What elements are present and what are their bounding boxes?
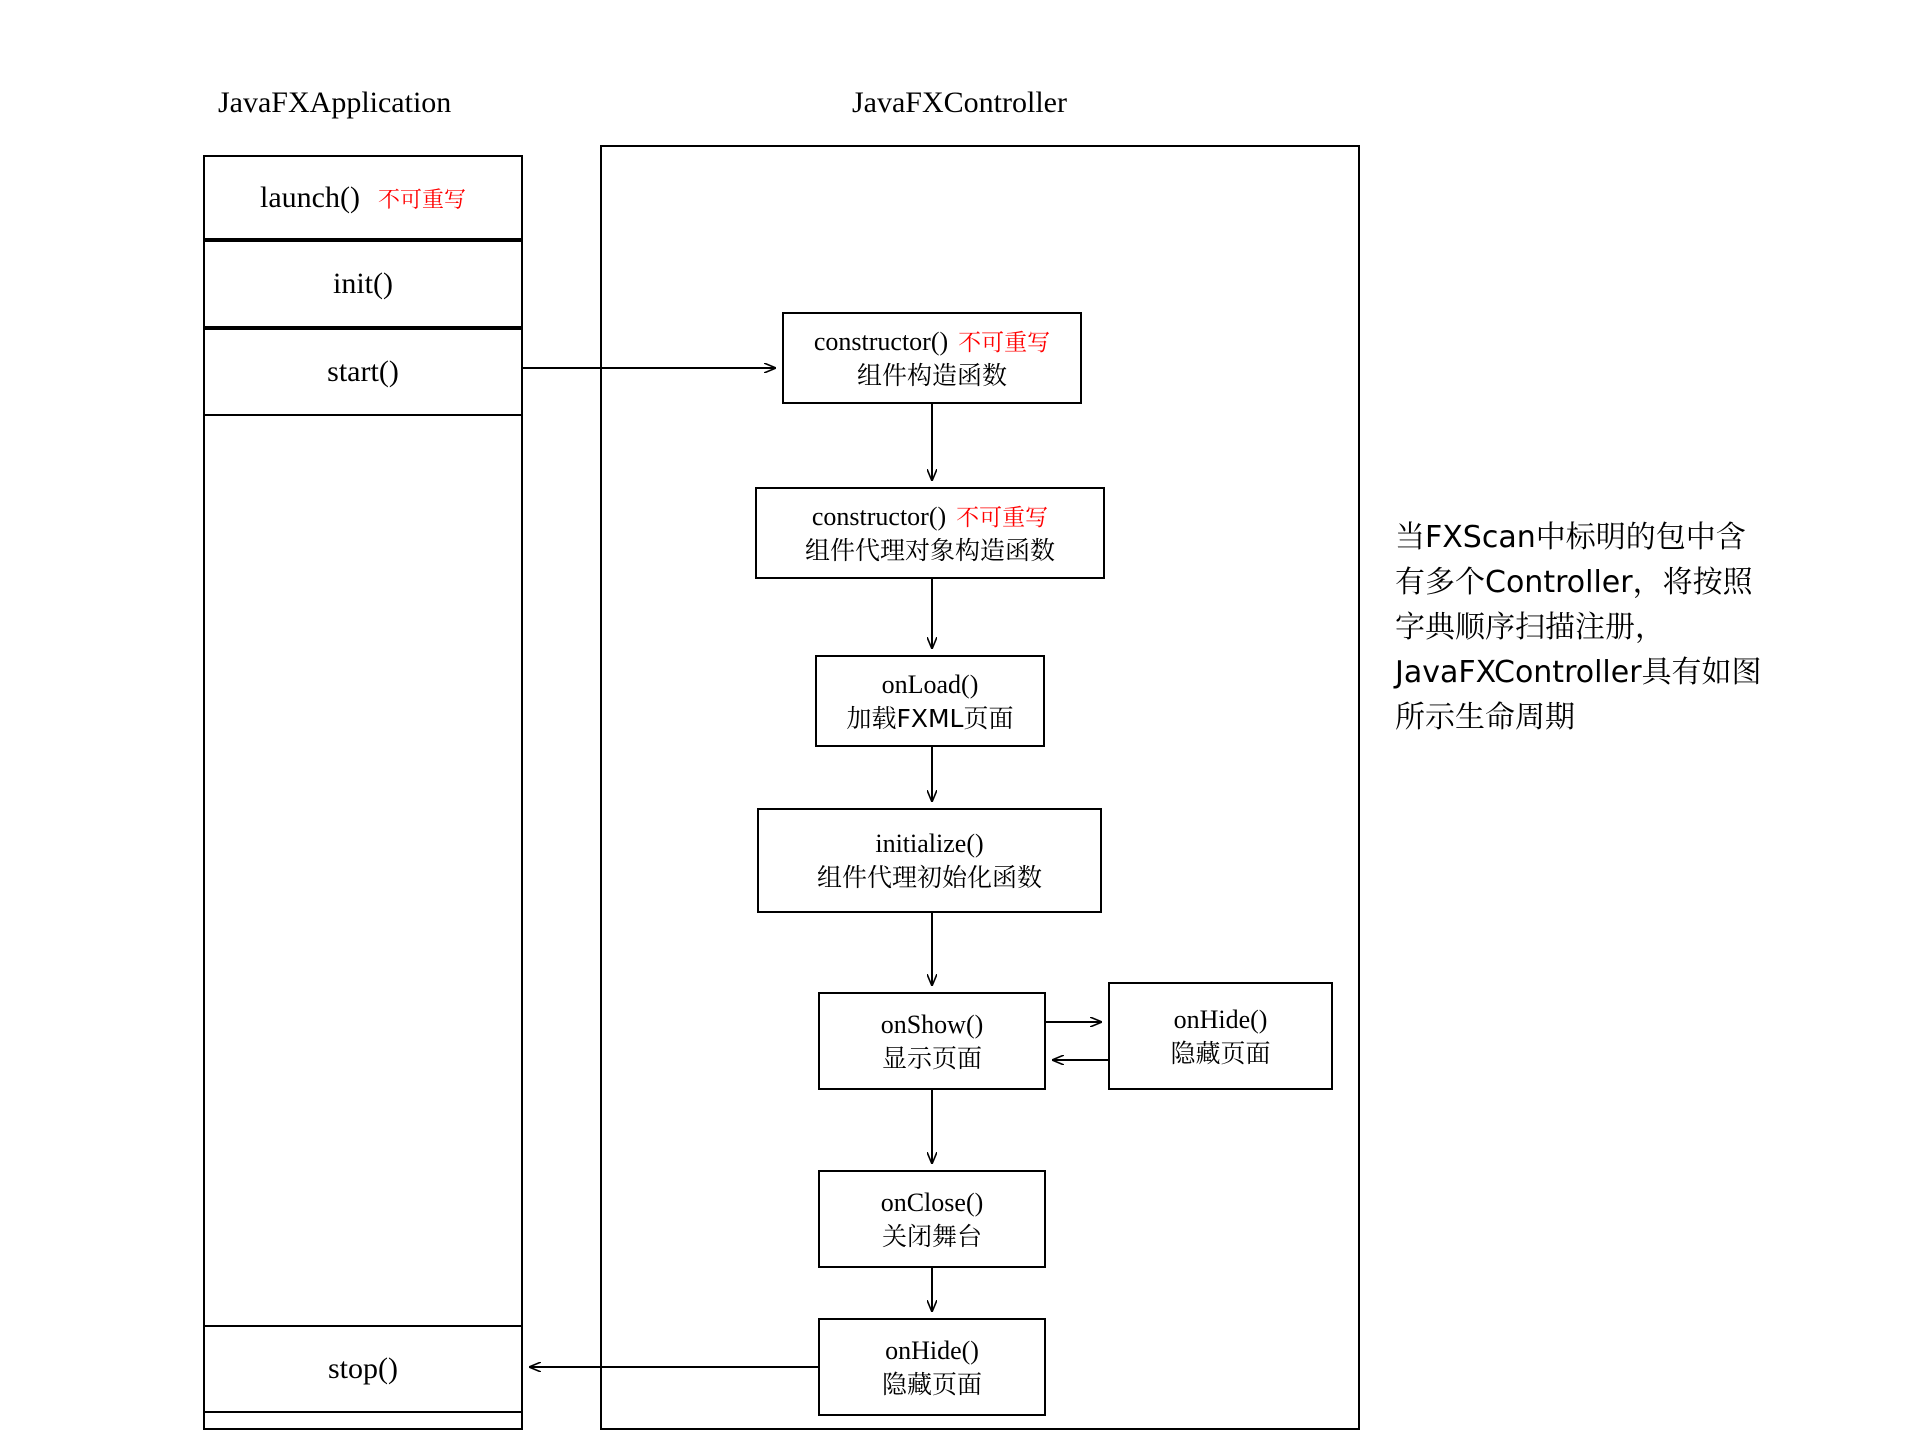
node-initialize-title: initialize() bbox=[875, 829, 984, 859]
node-onhide bbox=[1108, 982, 1333, 1090]
app-cell-init-label: init() bbox=[333, 267, 393, 300]
node-onhide-final-title: onHide() bbox=[885, 1335, 979, 1365]
node-initialize bbox=[757, 808, 1102, 913]
node-onload-title: onLoad() bbox=[881, 669, 979, 699]
app-cell-launch bbox=[203, 155, 523, 240]
app-cell-start bbox=[203, 328, 523, 416]
node-constructor-component-desc: 组件构造函数 bbox=[856, 360, 1007, 390]
node-onhide-final-desc: 隐藏页面 bbox=[881, 1369, 982, 1399]
app-cell-init bbox=[203, 240, 523, 328]
node-constructor-proxy-note: 不可重写 bbox=[956, 504, 1049, 531]
app-cell-stop bbox=[203, 1325, 523, 1413]
app-cell-start-label: start() bbox=[327, 355, 399, 388]
node-onshow bbox=[818, 992, 1046, 1090]
column-title-controller: JavaFXController bbox=[852, 86, 1067, 119]
side-note-line-4: JavaFXController具有如图 bbox=[1395, 655, 1762, 690]
column-title-application: JavaFXApplication bbox=[218, 86, 452, 119]
side-note-line-1: 当FXScan中标明的包中含 bbox=[1395, 520, 1746, 555]
node-constructor-proxy-title: constructor() bbox=[811, 501, 947, 531]
node-onclose bbox=[818, 1170, 1046, 1268]
side-note bbox=[1395, 515, 1825, 740]
node-constructor-component-note: 不可重写 bbox=[958, 329, 1051, 356]
node-onhide-title: onHide() bbox=[1173, 1004, 1268, 1034]
node-constructor-proxy bbox=[755, 487, 1105, 579]
node-onload-desc: 加载FXML页面 bbox=[846, 703, 1014, 733]
app-cell-stop-label: stop() bbox=[328, 1352, 398, 1385]
node-onclose-desc: 关闭舞台 bbox=[881, 1221, 982, 1251]
node-onhide-final bbox=[818, 1318, 1046, 1416]
app-cell-launch-label: launch() bbox=[260, 180, 360, 214]
node-onhide-desc: 隐藏页面 bbox=[1170, 1038, 1271, 1068]
node-constructor-component-title: constructor() bbox=[813, 326, 949, 356]
node-constructor-component bbox=[782, 312, 1082, 404]
side-note-line-2: 有多个Controller，将按照 bbox=[1395, 565, 1753, 600]
side-note-line-3: 字典顺序扫描注册， bbox=[1395, 610, 1665, 645]
node-initialize-desc: 组件代理初始化函数 bbox=[816, 863, 1042, 893]
node-onload bbox=[815, 655, 1045, 747]
node-onclose-title: onClose() bbox=[880, 1187, 984, 1217]
node-constructor-proxy-desc: 组件代理对象构造函数 bbox=[804, 535, 1055, 565]
side-note-line-5: 所示生命周期 bbox=[1395, 700, 1575, 735]
app-cell-launch-note: 不可重写 bbox=[377, 187, 466, 213]
node-onshow-title: onShow() bbox=[880, 1009, 984, 1039]
node-onshow-desc: 显示页面 bbox=[881, 1043, 982, 1073]
